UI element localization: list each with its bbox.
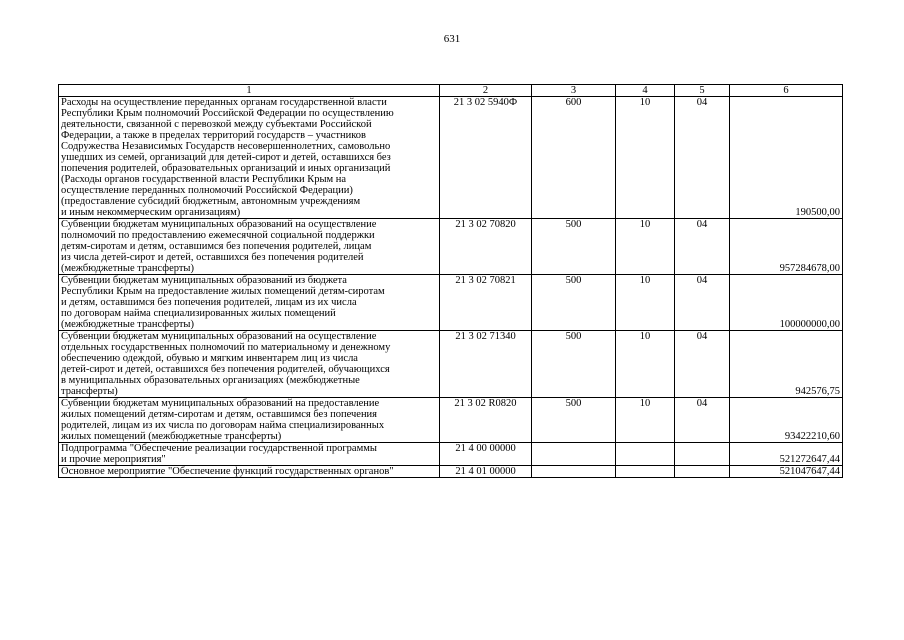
header-col-4: 4 xyxy=(616,85,675,97)
row-subsection: 04 xyxy=(675,97,730,219)
row-description: Субвенции бюджетам муниципальных образований на осуществление отдельных государственных полномочий по материальному и денежному обеспечению одеждой, обувью и мягким инвентарем лиц из числа детей-сирот и детей, оставшихся без попечения родителей, обучающихся в муниципальных образовательных организациях (межбюджетные трансферты) xyxy=(59,331,440,398)
row-subsection xyxy=(675,443,730,466)
row-description: Основное мероприятие "Обеспечение функций государственных органов" xyxy=(59,466,440,478)
header-col-5: 5 xyxy=(675,85,730,97)
table-row xyxy=(59,275,843,331)
row-amount: 957284678,00 xyxy=(730,219,843,275)
page-number: 631 xyxy=(443,33,461,45)
row-amount: 521272647,44 xyxy=(730,443,843,466)
row-amount: 190500,00 xyxy=(730,97,843,219)
row-subsection: 04 xyxy=(675,219,730,275)
row-section: 10 xyxy=(616,97,675,219)
row-subsection xyxy=(675,466,730,478)
row-target-code: 21 3 02 71340 xyxy=(440,331,532,398)
row-amount: 93422210,60 xyxy=(730,398,843,443)
row-target-code: 21 3 02 5940Ф xyxy=(440,97,532,219)
table-row xyxy=(59,331,843,398)
row-section xyxy=(616,466,675,478)
header-col-1: 1 xyxy=(59,85,440,97)
header-col-2: 2 xyxy=(440,85,532,97)
row-target-code: 21 3 02 R0820 xyxy=(440,398,532,443)
row-description: Субвенции бюджетам муниципальных образований из бюджета Республики Крым на предоставление жилых помещений детям-сиротам и детям, оставшимся без попечения родителей, лицам из их числа по договорам найма специализированных жилых помещений (межбюджетные трансферты) xyxy=(59,275,440,331)
row-amount: 100000000,00 xyxy=(730,275,843,331)
row-section xyxy=(616,443,675,466)
row-target-code: 21 3 02 70821 xyxy=(440,275,532,331)
budget-table xyxy=(58,84,843,478)
row-amount: 521047647,44 xyxy=(730,466,843,478)
row-expense-type: 600 xyxy=(532,97,616,219)
row-expense-type: 500 xyxy=(532,331,616,398)
row-subsection: 04 xyxy=(675,275,730,331)
row-target-code: 21 4 01 00000 xyxy=(440,466,532,478)
row-expense-type: 500 xyxy=(532,398,616,443)
header-col-3: 3 xyxy=(532,85,616,97)
row-target-code: 21 4 00 00000 xyxy=(440,443,532,466)
row-target-code: 21 3 02 70820 xyxy=(440,219,532,275)
row-amount: 942576,75 xyxy=(730,331,843,398)
row-subsection: 04 xyxy=(675,331,730,398)
row-description: Субвенции бюджетам муниципальных образований на предоставление жилых помещений детям-сиротам и детям, оставшимся без попечения родителей, лицам из их числа по договорам найма специализированных жилых помещений (межбюджетные трансферты) xyxy=(59,398,440,443)
table-row xyxy=(59,398,843,443)
header-col-6: 6 xyxy=(730,85,843,97)
row-section: 10 xyxy=(616,219,675,275)
row-expense-type xyxy=(532,443,616,466)
row-expense-type: 500 xyxy=(532,275,616,331)
table-row xyxy=(59,97,843,219)
table-row xyxy=(59,443,843,466)
row-section: 10 xyxy=(616,398,675,443)
row-subsection: 04 xyxy=(675,398,730,443)
row-expense-type: 500 xyxy=(532,219,616,275)
table-row xyxy=(59,219,843,275)
table-row xyxy=(59,466,843,478)
table-header-row xyxy=(59,85,843,97)
row-section: 10 xyxy=(616,331,675,398)
row-description: Субвенции бюджетам муниципальных образований на осуществление полномочий по предоставлению ежемесячной социальной поддержки детям-сиротам и детям, оставшимся без попечения родителей, лицам из числа детей-сирот и детей, оставшихся без попечения родителей (межбюджетные трансферты) xyxy=(59,219,440,275)
row-expense-type xyxy=(532,466,616,478)
row-section: 10 xyxy=(616,275,675,331)
row-description: Подпрограмма "Обеспечение реализации государственной программы и прочие мероприятия" xyxy=(59,443,440,466)
row-description: Расходы на осуществление переданных органам государственной власти Республики Крым полномочий Российской Федерации по осуществлению деятельности, связанной с перевозкой между субъектами Российской Федерации, а также в пределах территорий государств – участников Содружества Независимых Государств несовершеннолетних, самовольно ушедших из семей, организаций для детей-сирот и детей, оставшихся без попечения родителей, образовательных организаций и иных организаций (Расходы органов государственной власти Республики Крым на осуществление переданных полномочий Российской Федерации) (предоставление субсидий бюджетным, автономным учреждениям и иным некоммерческим организациям) xyxy=(59,97,440,219)
